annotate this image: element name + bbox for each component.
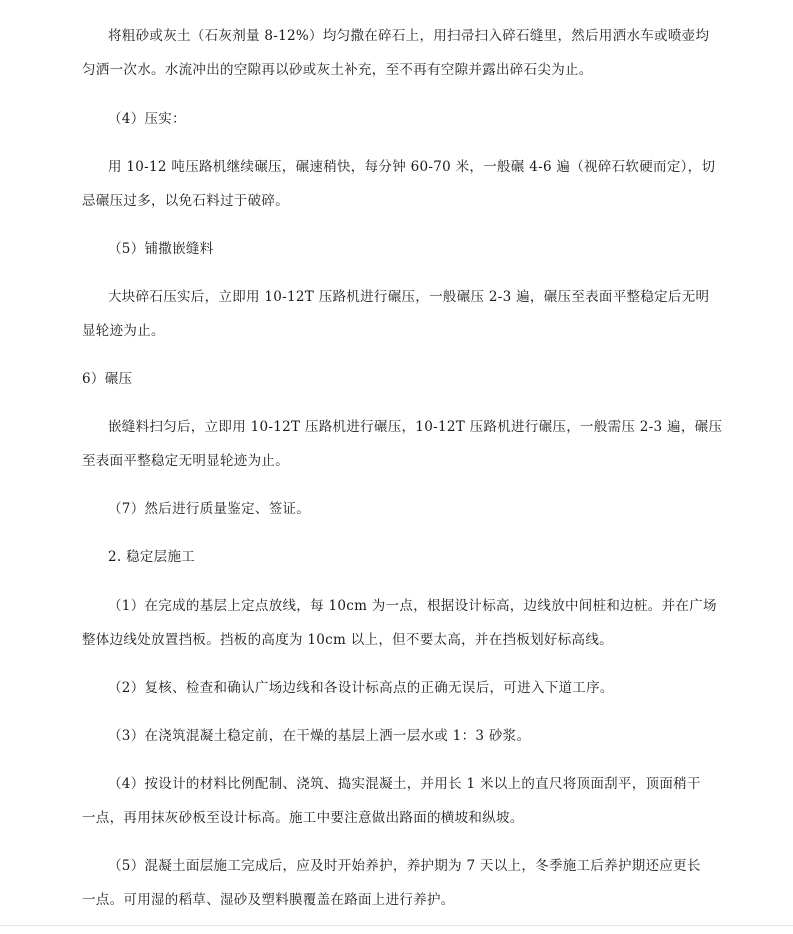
section-heading: 2. 稳定层施工: [108, 549, 196, 565]
paragraph-line: （4）按设计的材料比例配制、浇筑、捣实混凝土，并用长 1 米以上的直尺将顶面刮平，顶面稍干: [108, 776, 701, 792]
paragraph-line: 忌碾压过多，以免石料过于破碎。: [82, 193, 289, 209]
page-bottom-divider: [0, 925, 793, 926]
paragraph-line: （1）在完成的基层上定点放线，每 10cm 为一点，根据设计标高，边线放中间桩和边桩。并在广场: [108, 598, 717, 614]
section-heading: （4）压实：: [108, 111, 186, 127]
paragraph-line: 用 10-12 吨压路机继续碾压，碾速稍快，每分钟 60-70 米，一般碾 4-6 遍（视碎石软硬而定），切: [108, 159, 716, 175]
paragraph-line: 整体边线处放置挡板。挡板的高度为 10cm 以上，但不要太高，并在挡板划好标高线。: [82, 632, 613, 648]
section-heading: 6）碾压: [82, 371, 133, 387]
paragraph-line: 大块碎石压实后，立即用 10-12T 压路机进行碾压，一般碾压 2-3 遍，碾压至表面平整稳定后无明: [108, 289, 710, 305]
paragraph-line: 一点，再用抹灰砂板至设计标高。施工中要注意做出路面的横坡和纵坡。: [82, 810, 524, 826]
section-heading: （5）铺撒嵌缝料: [108, 241, 214, 257]
paragraph-line: 将粗砂或灰土（石灰剂量 8-12%）均匀撒在碎石上，用扫帚扫入碎石缝里，然后用洒水车或喷壶均: [108, 28, 710, 44]
paragraph-line: 一点。可用湿的稻草、湿砂及塑料膜覆盖在路面上进行养护。: [82, 892, 455, 908]
paragraph-line: 显轮迹为止。: [82, 323, 165, 339]
paragraph-line: （7）然后进行质量鉴定、签证。: [108, 501, 311, 517]
paragraph-line: （3）在浇筑混凝土稳定前，在干燥的基层上洒一层水或 1：3 砂浆。: [108, 728, 531, 744]
paragraph-line: 至表面平整稳定无明显轮迹为止。: [82, 453, 289, 469]
paragraph-line: 嵌缝料扫匀后，立即用 10-12T 压路机进行碾压，10-12T 压路机进行碾压，一般需压 2-3 遍，碾压: [108, 419, 723, 435]
paragraph-line: （5）混凝土面层施工完成后，应及时开始养护，养护期为 7 天以上，冬季施工后养护期还应更长: [108, 858, 701, 874]
paragraph-line: （2）复核、检查和确认广场边线和各设计标高点的正确无误后，可进入下道工序。: [108, 680, 614, 696]
paragraph-line: 匀洒一次水。水流冲出的空隙再以砂或灰土补充，至不再有空隙并露出碎石尖为止。: [82, 62, 593, 78]
